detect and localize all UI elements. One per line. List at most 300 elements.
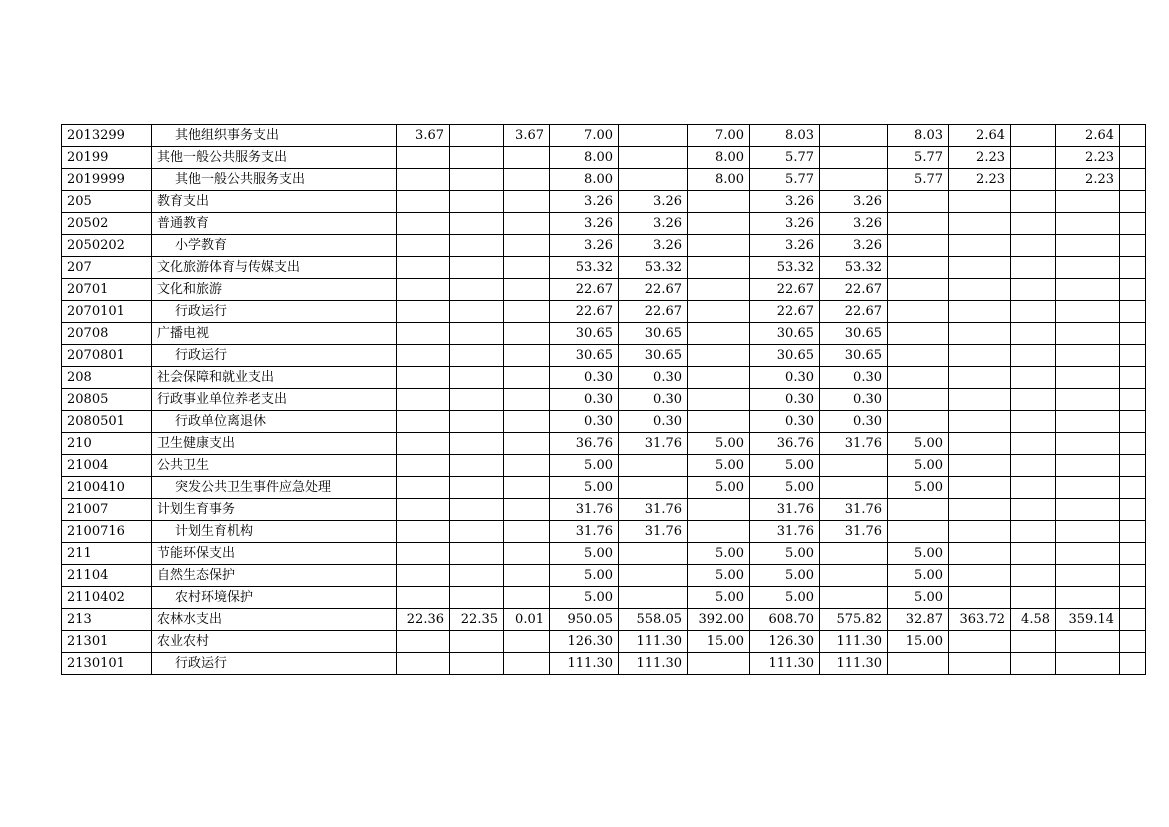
amount-cell: 2.23	[1056, 147, 1120, 169]
amount-cell: 22.67	[750, 301, 820, 323]
amount-cell: 5.00	[688, 433, 750, 455]
amount-cell	[397, 521, 450, 543]
amount-cell	[397, 389, 450, 411]
amount-cell	[1056, 411, 1120, 433]
table-row	[62, 521, 1146, 543]
amount-cell	[688, 213, 750, 235]
amount-cell	[619, 565, 688, 587]
subject-code-cell: 205	[62, 191, 152, 213]
amount-cell	[888, 367, 949, 389]
amount-cell	[888, 323, 949, 345]
amount-cell	[450, 345, 504, 367]
amount-cell	[1056, 477, 1120, 499]
amount-cell: 5.00	[550, 565, 619, 587]
amount-cell	[1120, 565, 1146, 587]
amount-cell: 3.26	[619, 235, 688, 257]
amount-cell: 5.00	[888, 433, 949, 455]
subject-code-cell: 2080501	[62, 411, 152, 433]
amount-cell	[450, 191, 504, 213]
amount-cell	[504, 235, 550, 257]
amount-cell	[888, 301, 949, 323]
amount-cell	[1056, 301, 1120, 323]
amount-cell: 5.00	[888, 455, 949, 477]
amount-cell	[1011, 521, 1056, 543]
amount-cell: 950.05	[550, 609, 619, 631]
amount-cell: 3.26	[750, 235, 820, 257]
amount-cell: 2.23	[949, 169, 1011, 191]
amount-cell	[1011, 191, 1056, 213]
amount-cell	[1011, 169, 1056, 191]
amount-cell: 8.03	[888, 125, 949, 147]
amount-cell	[1120, 367, 1146, 389]
amount-cell: 111.30	[820, 631, 888, 653]
amount-cell: 31.76	[750, 521, 820, 543]
amount-cell	[1120, 301, 1146, 323]
amount-cell: 359.14	[1056, 609, 1120, 631]
amount-cell: 5.00	[750, 543, 820, 565]
subject-code-cell: 2070101	[62, 301, 152, 323]
amount-cell	[688, 389, 750, 411]
amount-cell	[1120, 257, 1146, 279]
table-row	[62, 587, 1146, 609]
subject-code-cell: 2110402	[62, 587, 152, 609]
amount-cell	[450, 257, 504, 279]
amount-cell	[397, 499, 450, 521]
amount-cell: 5.00	[550, 477, 619, 499]
subject-name-cell: 行政事业单位养老支出	[152, 389, 397, 411]
amount-cell	[1011, 543, 1056, 565]
amount-cell	[1056, 345, 1120, 367]
amount-cell: 22.67	[820, 301, 888, 323]
subject-code-cell: 20805	[62, 389, 152, 411]
amount-cell	[1120, 389, 1146, 411]
table-row	[62, 631, 1146, 653]
amount-cell: 3.26	[750, 191, 820, 213]
amount-cell	[1011, 477, 1056, 499]
amount-cell	[397, 257, 450, 279]
amount-cell: 111.30	[619, 653, 688, 675]
amount-cell: 111.30	[619, 631, 688, 653]
amount-cell: 5.00	[750, 565, 820, 587]
subject-code-cell: 2019999	[62, 169, 152, 191]
amount-cell	[949, 433, 1011, 455]
amount-cell	[504, 323, 550, 345]
amount-cell	[888, 257, 949, 279]
table-row	[62, 257, 1146, 279]
table-row	[62, 499, 1146, 521]
table-row	[62, 543, 1146, 565]
amount-cell	[1011, 147, 1056, 169]
subject-code-cell: 20701	[62, 279, 152, 301]
amount-cell: 8.00	[550, 169, 619, 191]
amount-cell	[1120, 455, 1146, 477]
subject-code-cell: 2100410	[62, 477, 152, 499]
amount-cell	[619, 543, 688, 565]
amount-cell	[619, 587, 688, 609]
amount-cell: 7.00	[688, 125, 750, 147]
amount-cell	[820, 125, 888, 147]
amount-cell: 5.00	[750, 587, 820, 609]
amount-cell	[1120, 169, 1146, 191]
amount-cell: 2.23	[949, 147, 1011, 169]
subject-code-cell: 20708	[62, 323, 152, 345]
amount-cell: 111.30	[550, 653, 619, 675]
amount-cell	[504, 257, 550, 279]
amount-cell	[504, 279, 550, 301]
amount-cell	[397, 323, 450, 345]
amount-cell	[450, 521, 504, 543]
amount-cell	[949, 543, 1011, 565]
amount-cell: 392.00	[688, 609, 750, 631]
amount-cell: 30.65	[619, 345, 688, 367]
amount-cell: 5.00	[688, 543, 750, 565]
amount-cell: 8.00	[688, 147, 750, 169]
amount-cell: 0.30	[550, 389, 619, 411]
table-body	[62, 125, 1146, 675]
amount-cell	[688, 499, 750, 521]
amount-cell	[949, 213, 1011, 235]
amount-cell	[619, 455, 688, 477]
subject-name-cell: 小学教育	[152, 235, 397, 257]
amount-cell	[888, 499, 949, 521]
amount-cell: 22.67	[619, 279, 688, 301]
amount-cell: 111.30	[820, 653, 888, 675]
amount-cell: 5.00	[750, 477, 820, 499]
amount-cell: 31.76	[619, 521, 688, 543]
amount-cell: 22.67	[550, 279, 619, 301]
subject-code-cell: 20199	[62, 147, 152, 169]
amount-cell	[504, 565, 550, 587]
amount-cell: 126.30	[550, 631, 619, 653]
amount-cell: 31.76	[550, 499, 619, 521]
amount-cell: 5.00	[888, 543, 949, 565]
amount-cell	[450, 301, 504, 323]
subject-name-cell: 行政运行	[152, 301, 397, 323]
amount-cell	[504, 455, 550, 477]
amount-cell	[688, 279, 750, 301]
amount-cell	[949, 367, 1011, 389]
amount-cell	[504, 433, 550, 455]
subject-code-cell: 21004	[62, 455, 152, 477]
amount-cell	[949, 257, 1011, 279]
amount-cell	[1011, 125, 1056, 147]
amount-cell: 30.65	[550, 323, 619, 345]
amount-cell	[1120, 433, 1146, 455]
amount-cell	[504, 543, 550, 565]
amount-cell	[688, 191, 750, 213]
subject-name-cell: 农村环境保护	[152, 587, 397, 609]
amount-cell	[450, 433, 504, 455]
amount-cell	[504, 653, 550, 675]
amount-cell: 5.00	[550, 455, 619, 477]
amount-cell: 31.76	[619, 433, 688, 455]
amount-cell	[397, 543, 450, 565]
amount-cell: 7.00	[550, 125, 619, 147]
amount-cell: 30.65	[820, 345, 888, 367]
subject-name-cell: 农林水支出	[152, 609, 397, 631]
amount-cell	[888, 213, 949, 235]
amount-cell: 5.00	[688, 587, 750, 609]
amount-cell	[1011, 367, 1056, 389]
amount-cell	[1011, 345, 1056, 367]
amount-cell	[888, 411, 949, 433]
amount-cell: 5.00	[550, 587, 619, 609]
amount-cell	[1120, 345, 1146, 367]
amount-cell	[504, 191, 550, 213]
table-row	[62, 125, 1146, 147]
amount-cell	[397, 235, 450, 257]
amount-cell: 30.65	[619, 323, 688, 345]
amount-cell: 2.23	[1056, 169, 1120, 191]
subject-name-cell: 节能环保支出	[152, 543, 397, 565]
table-row	[62, 433, 1146, 455]
amount-cell: 5.77	[888, 169, 949, 191]
amount-cell	[504, 213, 550, 235]
subject-code-cell: 2070801	[62, 345, 152, 367]
amount-cell: 36.76	[750, 433, 820, 455]
amount-cell	[450, 147, 504, 169]
subject-name-cell: 文化旅游体育与传媒支出	[152, 257, 397, 279]
amount-cell	[1056, 499, 1120, 521]
amount-cell	[504, 345, 550, 367]
amount-cell	[397, 279, 450, 301]
amount-cell	[1120, 191, 1146, 213]
amount-cell: 5.00	[688, 565, 750, 587]
subject-code-cell: 213	[62, 609, 152, 631]
amount-cell: 31.76	[820, 499, 888, 521]
amount-cell	[504, 499, 550, 521]
amount-cell: 0.30	[619, 367, 688, 389]
subject-name-cell: 其他一般公共服务支出	[152, 169, 397, 191]
table-row	[62, 191, 1146, 213]
amount-cell	[949, 631, 1011, 653]
amount-cell	[1056, 587, 1120, 609]
amount-cell	[820, 147, 888, 169]
amount-cell	[1056, 631, 1120, 653]
amount-cell	[949, 587, 1011, 609]
budget-table	[61, 124, 1146, 675]
amount-cell	[1120, 521, 1146, 543]
amount-cell: 8.00	[688, 169, 750, 191]
amount-cell: 3.26	[820, 213, 888, 235]
amount-cell	[504, 147, 550, 169]
amount-cell	[1056, 257, 1120, 279]
amount-cell	[450, 235, 504, 257]
subject-name-cell: 突发公共卫生事件应急处理	[152, 477, 397, 499]
amount-cell: 31.76	[550, 521, 619, 543]
table-row	[62, 301, 1146, 323]
amount-cell: 3.67	[504, 125, 550, 147]
amount-cell	[619, 125, 688, 147]
amount-cell	[820, 587, 888, 609]
amount-cell	[619, 477, 688, 499]
amount-cell: 30.65	[820, 323, 888, 345]
amount-cell	[450, 323, 504, 345]
amount-cell	[1120, 499, 1146, 521]
amount-cell	[1056, 235, 1120, 257]
table-row	[62, 323, 1146, 345]
amount-cell	[450, 587, 504, 609]
amount-cell	[949, 411, 1011, 433]
amount-cell	[1120, 125, 1146, 147]
amount-cell	[619, 169, 688, 191]
amount-cell	[1056, 565, 1120, 587]
table-row	[62, 345, 1146, 367]
subject-code-cell: 207	[62, 257, 152, 279]
subject-name-cell: 普通教育	[152, 213, 397, 235]
amount-cell	[820, 477, 888, 499]
amount-cell	[504, 367, 550, 389]
amount-cell: 0.30	[750, 367, 820, 389]
amount-cell	[397, 367, 450, 389]
amount-cell	[1056, 191, 1120, 213]
amount-cell	[397, 169, 450, 191]
amount-cell: 0.30	[550, 367, 619, 389]
amount-cell: 0.30	[619, 389, 688, 411]
amount-cell	[949, 389, 1011, 411]
amount-cell	[888, 653, 949, 675]
amount-cell	[1011, 279, 1056, 301]
amount-cell	[450, 653, 504, 675]
amount-cell: 3.26	[619, 213, 688, 235]
amount-cell	[397, 477, 450, 499]
amount-cell	[504, 477, 550, 499]
amount-cell	[688, 367, 750, 389]
amount-cell	[450, 367, 504, 389]
amount-cell: 5.00	[888, 587, 949, 609]
amount-cell: 5.00	[688, 455, 750, 477]
subject-name-cell: 文化和旅游	[152, 279, 397, 301]
amount-cell: 30.65	[550, 345, 619, 367]
amount-cell	[1011, 653, 1056, 675]
amount-cell	[504, 587, 550, 609]
subject-name-cell: 计划生育事务	[152, 499, 397, 521]
table-row	[62, 565, 1146, 587]
amount-cell	[949, 279, 1011, 301]
amount-cell: 3.26	[550, 235, 619, 257]
subject-name-cell: 公共卫生	[152, 455, 397, 477]
amount-cell	[949, 477, 1011, 499]
amount-cell	[450, 477, 504, 499]
amount-cell	[397, 213, 450, 235]
amount-cell	[397, 191, 450, 213]
amount-cell	[688, 301, 750, 323]
amount-cell	[1120, 323, 1146, 345]
subject-code-cell: 211	[62, 543, 152, 565]
subject-name-cell: 广播电视	[152, 323, 397, 345]
subject-name-cell: 教育支出	[152, 191, 397, 213]
amount-cell: 363.72	[949, 609, 1011, 631]
amount-cell: 0.30	[750, 411, 820, 433]
amount-cell	[450, 499, 504, 521]
amount-cell	[949, 235, 1011, 257]
amount-cell	[888, 279, 949, 301]
amount-cell	[1120, 235, 1146, 257]
amount-cell: 32.87	[888, 609, 949, 631]
table-row	[62, 213, 1146, 235]
amount-cell	[949, 191, 1011, 213]
subject-code-cell: 2130101	[62, 653, 152, 675]
amount-cell	[1011, 499, 1056, 521]
amount-cell	[1056, 521, 1120, 543]
amount-cell: 0.30	[820, 411, 888, 433]
subject-name-cell: 行政运行	[152, 345, 397, 367]
subject-code-cell: 210	[62, 433, 152, 455]
amount-cell	[1120, 653, 1146, 675]
amount-cell: 3.26	[619, 191, 688, 213]
amount-cell: 3.67	[397, 125, 450, 147]
amount-cell	[888, 235, 949, 257]
amount-cell	[397, 301, 450, 323]
subject-name-cell: 自然生态保护	[152, 565, 397, 587]
amount-cell	[1011, 389, 1056, 411]
subject-code-cell: 21301	[62, 631, 152, 653]
amount-cell	[1120, 279, 1146, 301]
amount-cell	[450, 125, 504, 147]
amount-cell	[1056, 213, 1120, 235]
amount-cell	[949, 521, 1011, 543]
amount-cell	[1056, 433, 1120, 455]
subject-name-cell: 计划生育机构	[152, 521, 397, 543]
amount-cell	[1120, 609, 1146, 631]
amount-cell	[1056, 389, 1120, 411]
amount-cell	[1011, 411, 1056, 433]
amount-cell: 53.32	[550, 257, 619, 279]
amount-cell: 111.30	[750, 653, 820, 675]
amount-cell: 126.30	[750, 631, 820, 653]
amount-cell	[397, 455, 450, 477]
amount-cell: 5.00	[550, 543, 619, 565]
amount-cell	[1011, 213, 1056, 235]
amount-cell	[820, 543, 888, 565]
table-row	[62, 455, 1146, 477]
amount-cell	[688, 323, 750, 345]
amount-cell	[1011, 565, 1056, 587]
amount-cell	[504, 169, 550, 191]
subject-name-cell: 社会保障和就业支出	[152, 367, 397, 389]
table-row	[62, 235, 1146, 257]
amount-cell	[688, 345, 750, 367]
amount-cell: 5.77	[750, 169, 820, 191]
amount-cell	[450, 411, 504, 433]
table-row	[62, 477, 1146, 499]
subject-code-cell: 2013299	[62, 125, 152, 147]
subject-name-cell: 其他一般公共服务支出	[152, 147, 397, 169]
amount-cell	[1011, 631, 1056, 653]
subject-name-cell: 卫生健康支出	[152, 433, 397, 455]
amount-cell: 3.26	[750, 213, 820, 235]
amount-cell	[688, 653, 750, 675]
amount-cell: 4.58	[1011, 609, 1056, 631]
amount-cell	[1056, 653, 1120, 675]
amount-cell	[504, 631, 550, 653]
amount-cell	[450, 389, 504, 411]
amount-cell: 558.05	[619, 609, 688, 631]
amount-cell: 0.30	[820, 367, 888, 389]
amount-cell: 53.32	[820, 257, 888, 279]
amount-cell: 53.32	[750, 257, 820, 279]
amount-cell: 2.64	[1056, 125, 1120, 147]
subject-code-cell: 2100716	[62, 521, 152, 543]
amount-cell	[888, 191, 949, 213]
amount-cell: 5.00	[888, 477, 949, 499]
amount-cell	[1120, 213, 1146, 235]
amount-cell	[1120, 477, 1146, 499]
amount-cell: 30.65	[750, 323, 820, 345]
amount-cell	[888, 345, 949, 367]
amount-cell	[1011, 301, 1056, 323]
amount-cell	[949, 455, 1011, 477]
